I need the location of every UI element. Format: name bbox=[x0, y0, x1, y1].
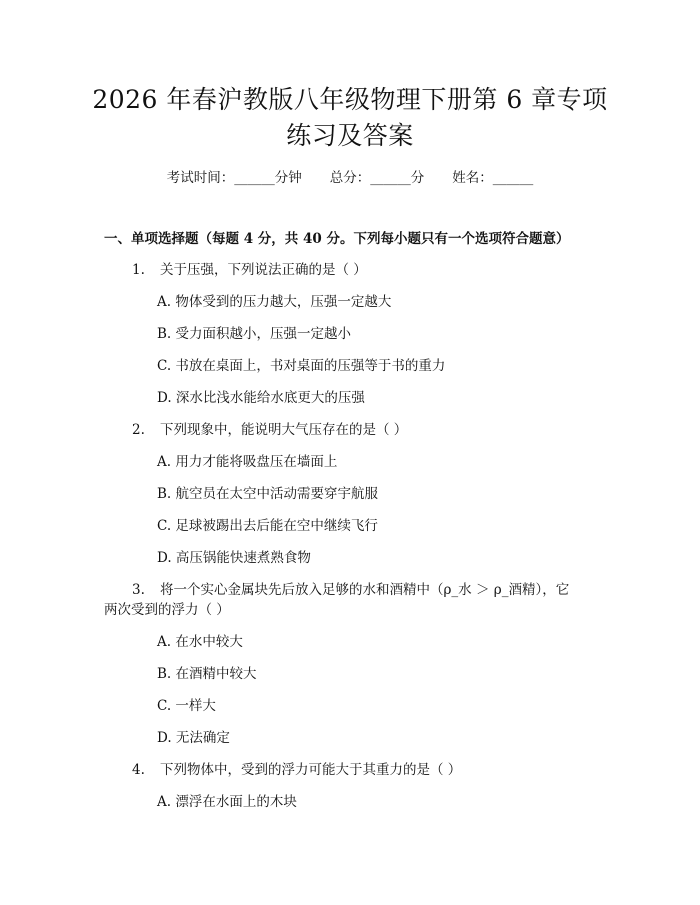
question-1 bbox=[132, 260, 367, 280]
question-text: 下列物体中，受到的浮力可能大于其重力的是（ ） bbox=[160, 762, 462, 778]
question-3-option-b: B. 在酒精中较大 bbox=[157, 666, 257, 682]
question-2 bbox=[132, 420, 407, 440]
question-1-option-d: D. 深水比浅水能给水底更大的压强 bbox=[157, 390, 365, 406]
exam-time-label: 考试时间：______分钟 bbox=[166, 170, 302, 186]
section-heading: 一、单项选择题（每题 4 分，共 40 分。下列每小题只有一个选项符合题意） bbox=[104, 231, 570, 247]
question-number: 4. bbox=[132, 762, 145, 778]
question-1-option-b: B. 受力面积越小，压强一定越小 bbox=[157, 326, 352, 342]
question-3 bbox=[132, 580, 569, 600]
exam-meta-row bbox=[0, 168, 700, 188]
question-4-option-a: A. 漂浮在水面上的木块 bbox=[157, 794, 297, 810]
question-3-option-c: C. 一样大 bbox=[157, 698, 216, 714]
question-3-text-continued: 两次受到的浮力（ ） bbox=[104, 602, 230, 618]
exam-score-label: 总分：______分 bbox=[329, 170, 425, 186]
question-text: 关于压强，下列说法正确的是（ ） bbox=[160, 262, 367, 278]
question-1-option-a: A. 物体受到的压力越大，压强一定越大 bbox=[157, 294, 392, 310]
question-text: 下列现象中，能说明大气压存在的是（ ） bbox=[160, 422, 408, 438]
question-number: 2. bbox=[132, 422, 145, 438]
question-number: 3. bbox=[132, 582, 145, 598]
question-3-option-d: D. 无法确定 bbox=[157, 730, 230, 746]
question-2-option-a: A. 用力才能将吸盘压在墙面上 bbox=[157, 454, 338, 470]
question-2-option-d: D. 高压锅能快速煮熟食物 bbox=[157, 550, 311, 566]
question-3-option-a: A. 在水中较大 bbox=[157, 634, 243, 650]
question-2-option-c: C. 足球被踢出去后能在空中继续飞行 bbox=[157, 518, 378, 534]
question-1-option-c: C. 书放在桌面上，书对桌面的压强等于书的重力 bbox=[157, 358, 446, 374]
document-title-line-2: 练习及答案 bbox=[286, 121, 414, 150]
question-2-option-b: B. 航空员在太空中活动需要穿宇航服 bbox=[157, 486, 379, 502]
document-title-line-1: 2026 年春沪教版八年级物理下册第 6 章专项 bbox=[92, 85, 608, 114]
question-number: 1. bbox=[132, 262, 145, 278]
question-text: 将一个实心金属块先后放入足够的水和酒精中（ρ_水 ＞ ρ_酒精），它 bbox=[160, 582, 570, 598]
student-name-label: 姓名：______ bbox=[452, 170, 534, 186]
question-4 bbox=[132, 760, 461, 780]
